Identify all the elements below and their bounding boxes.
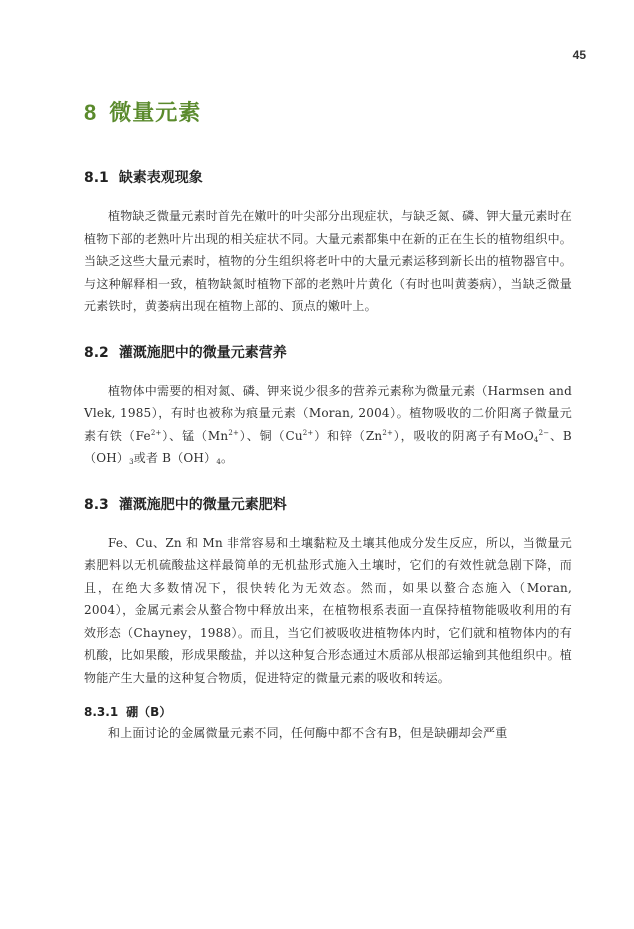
subscript: 3 [129,458,134,466]
text-run: ）和锌（Zn [313,428,383,443]
subscript: 4 [216,458,221,466]
text-run: 植物体中需要的相对氮、磷、钾来说少很多的营养元素称为微量元素（Harmsen and Vlek, 1985），有时也被称为痕量元素（Moran, 2004）。植物吸收的二价阳离子微量元素有铁（Fe [84,383,572,443]
charge-superscript: 2+ [228,428,240,437]
section-number: 8.1 [84,170,109,186]
section-title: 灌溉施肥中的微量元素肥料 [118,496,287,513]
text-run: 、B（OH） [84,428,572,465]
section-number: 8.2 [84,344,109,361]
subsection-heading-8-3-1 [84,703,572,720]
paragraph-8-3-1: 和上面讨论的金属微量元素不同，任何酶中都不含有B，但是缺硼却会严重 [108,726,508,740]
section-title: 灌溉施肥中的微量元素营养 [118,344,287,361]
paragraph-8-2 [84,380,572,470]
paragraph-8-3: Fe、Cu、Zn 和 Mn 非常容易和土壤黏粒及土壤其他成分发生反应，所以，当微量元素肥料以无机硫酸盐这样最简单的无机盐形式施入土壤时，它们的有效性就急剧下降，而且，在绝大多数情况下，很快转化为无效态。然而，如果以螯合态施入（Moran, 2004），金属元素会从螯合物中释放出来，在植物根系表面一直保持植物能吸收利用的有效形态（Chayney，1988）。而且，当它们被吸收进植物体内时，它们就和植物体内的有机酸，比如果酸，形成果酸盐，并以这种复合形态通过木质部从根部运输到其他组织中。植物能产生大量的这种复合物质，促进特定的微量元素的吸收和转运。 [84,535,573,685]
chapter-title [84,96,572,127]
section-title: 缺素表观现象 [118,170,203,186]
section-number: 8.3 [84,496,109,513]
subsection-number: 8.3.1 [84,705,119,719]
chapter-number: 8 [84,100,98,125]
text-run: ）、铜（Cu [239,428,303,443]
charge-superscript: 2+ [302,428,314,437]
text-run: ），吸收的阴离子有MoO [393,428,534,443]
section-heading-8-3 [84,494,572,514]
paragraph-8-1: 植物缺乏微量元素时首先在嫩叶的叶尖部分出现症状，与缺乏氮、磷、钾大量元素时在植物下部的老熟叶片出现的相关症状不同。大量元素都集中在新的正在生长的植物组织中。当缺乏这些大量元素时，植物的分生组织将老叶中的大量元素运移到新长出的植物器官中。与这种解释相一致，植物缺氮时植物下部的老熟叶片黄化（有时也叫黄萎病），当缺乏微量元素铁时，黄萎病出现在植物上部的、顶点的嫩叶上。 [84,209,573,313]
page-content [84,96,572,745]
chapter-title-text: 微量元素 [109,100,202,125]
subscript: 4 [533,435,539,444]
page-number: 45 [572,48,586,62]
text-run: ）、锰（Mn [161,428,229,443]
text-run: 或者 B（OH） [133,451,217,465]
section-heading-8-1 [84,167,572,187]
section-heading-8-2 [84,342,572,362]
text-run: 。 [220,451,234,465]
charge-superscript: 2+ [382,428,394,437]
subsection-title: 硼（B） [126,705,172,719]
charge-superscript: 2+ [150,428,162,437]
charge-superscript: 2− [538,428,550,437]
